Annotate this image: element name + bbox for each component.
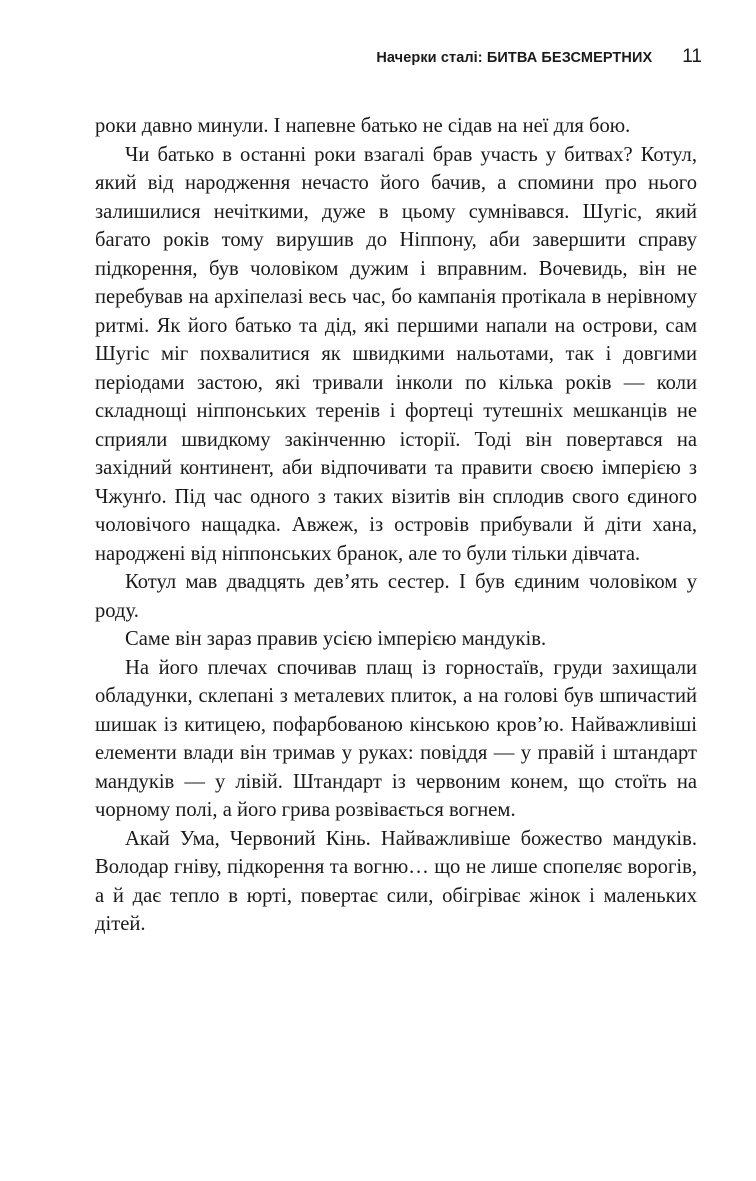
paragraph-2: Чи батько в останні роки взагалі брав участь у битвах? Котул, який від народження нечасто його бачив, а спомини про нього залишилися нечіткими, дуже в цьому сумнівався. Шугіс, який багато років тому вирушив до Ніппону, аби завершити справу підкорення, був чоловіком дужим і вправним. Вочевидь, він не перебував на архіпелазі весь час, бо кампанія протікала в нерівному ритмі. Як його батько та дід, які першими напали на острови, сам Шугіс міг похвалитися як швидкими нальотами, так і довгими періодами застою, які тривали інколи по кілька років — коли складнощі ніппонських теренів і фортеці тутешніх мешканців не сприяли швидкому закінченню історії. Тоді він повертався на західний континент, аби відпочивати та правити своєю імперією з Чжунґо. Під час одного з таких візитів він сплодив свого єдиного чоловічого нащадка. Авжеж, із островів прибували й діти хана, народжені від ніппонських бранок, але то були тільки дівчата.: [95, 143, 697, 565]
paragraph-5: На його плечах спочивав плащ із горностаїв, груди захищали обладунки, склепані з металевих плиток, а на голові був шпичастий шишак із китицею, пофарбованою кінською кров’ю. Найважливіші елементи влади він тримав у руках: повіддя — у правій і штандарт мандуків — у лівій. Штандарт із червоним конем, що стоїть на чорному полі, а його грива розвівається вогнем.: [95, 656, 697, 821]
paragraph-6: Акай Ума, Червоний Кінь. Найважливіше божество мандуків. Володар гніву, підкорення та вогню… що не лише спопеляє ворогів, а й дає тепло в юрті, повертає сили, обігріває жінок і маленьких дітей.: [95, 827, 697, 935]
page-number: 11: [682, 46, 702, 67]
paragraph-1: роки давно минули. І напевне батько не сідав на неї для бою.: [95, 115, 631, 137]
running-head: [376, 46, 702, 68]
paragraph-4: Саме він зараз правив усією імперією мандуків.: [125, 628, 547, 650]
paragraph-3: Котул мав двадцять дев’ять сестер. І був єдиним чоловіком у роду.: [95, 571, 697, 622]
running-title: Начерки сталі: БИТВА БЕЗСМЕРТНИХ: [376, 50, 653, 66]
body-text: [95, 112, 697, 939]
